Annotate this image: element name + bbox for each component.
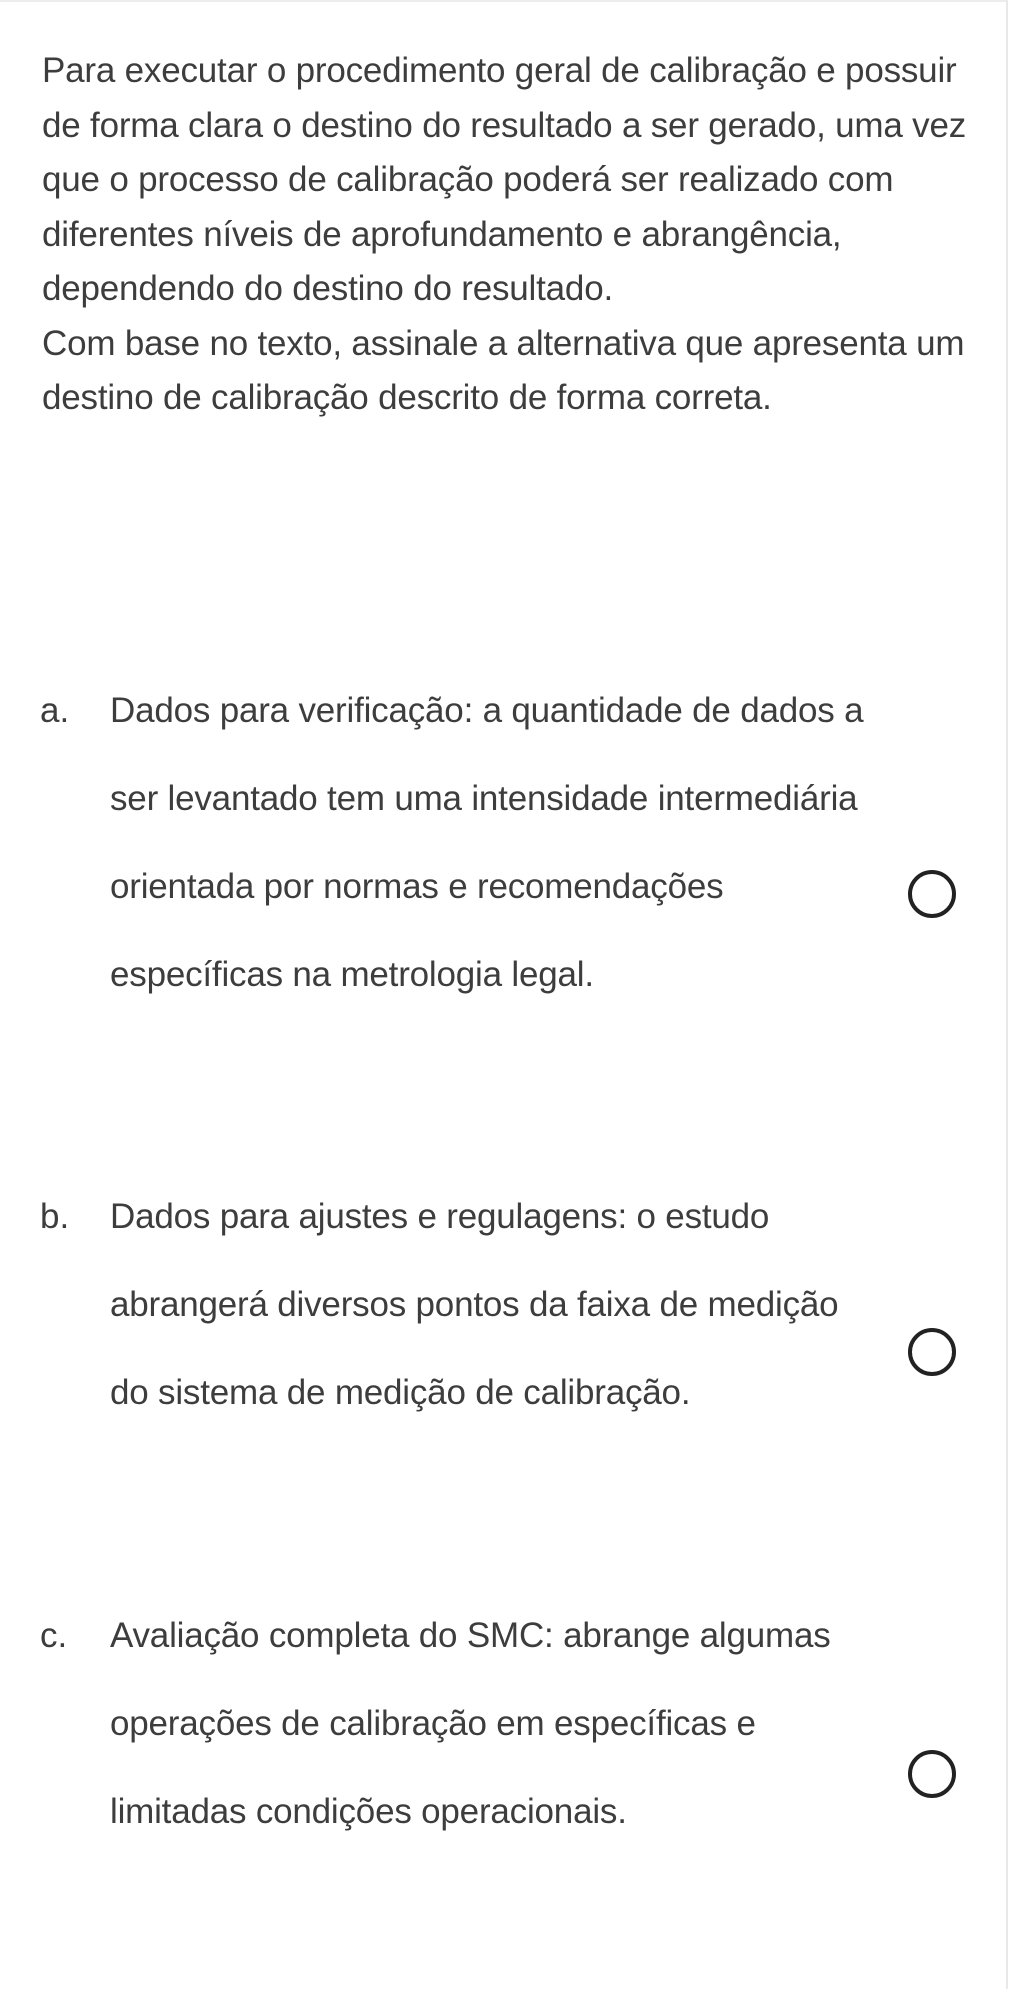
question-paragraph-2: Com base no texto, assinale a alternativa que apresenta um destino de calibração descrito de forma correta. (42, 323, 965, 417)
option-b-text: Dados para ajustes e regulagens: o estudo abrangerá diversos pontos da faixa de medição do sistema de medição de calibração. (110, 1197, 839, 1412)
question-paragraph-1: Para executar o procedimento geral de calibração e possuir de forma clara o destino do resultado a ser gerado, uma vez que o processo de calibração poderá ser realizado com diferentes níveis de aprofundamento e abrangência, dependendo do destino do resultado. (42, 51, 967, 308)
top-divider (0, 0, 1008, 2)
option-c-text: Avaliação completa do SMC: abrange algumas operações de calibração em específicas e limitadas condições operacionais. (110, 1616, 831, 1831)
right-divider (1006, 0, 1008, 1989)
option-c-letter: c. (40, 1616, 68, 1655)
option-b-letter: b. (40, 1197, 70, 1236)
option-c-radio[interactable] (908, 1750, 956, 1798)
option-a-radio[interactable] (908, 870, 956, 918)
question-stem (42, 44, 972, 426)
option-b-radio[interactable] (908, 1328, 956, 1376)
option-a-text: Dados para verificação: a quantidade de dados a ser levantado tem uma intensidade intermediária orientada por normas e recomendações específicas na metrologia legal. (110, 691, 864, 994)
option-a-letter: a. (40, 691, 70, 730)
